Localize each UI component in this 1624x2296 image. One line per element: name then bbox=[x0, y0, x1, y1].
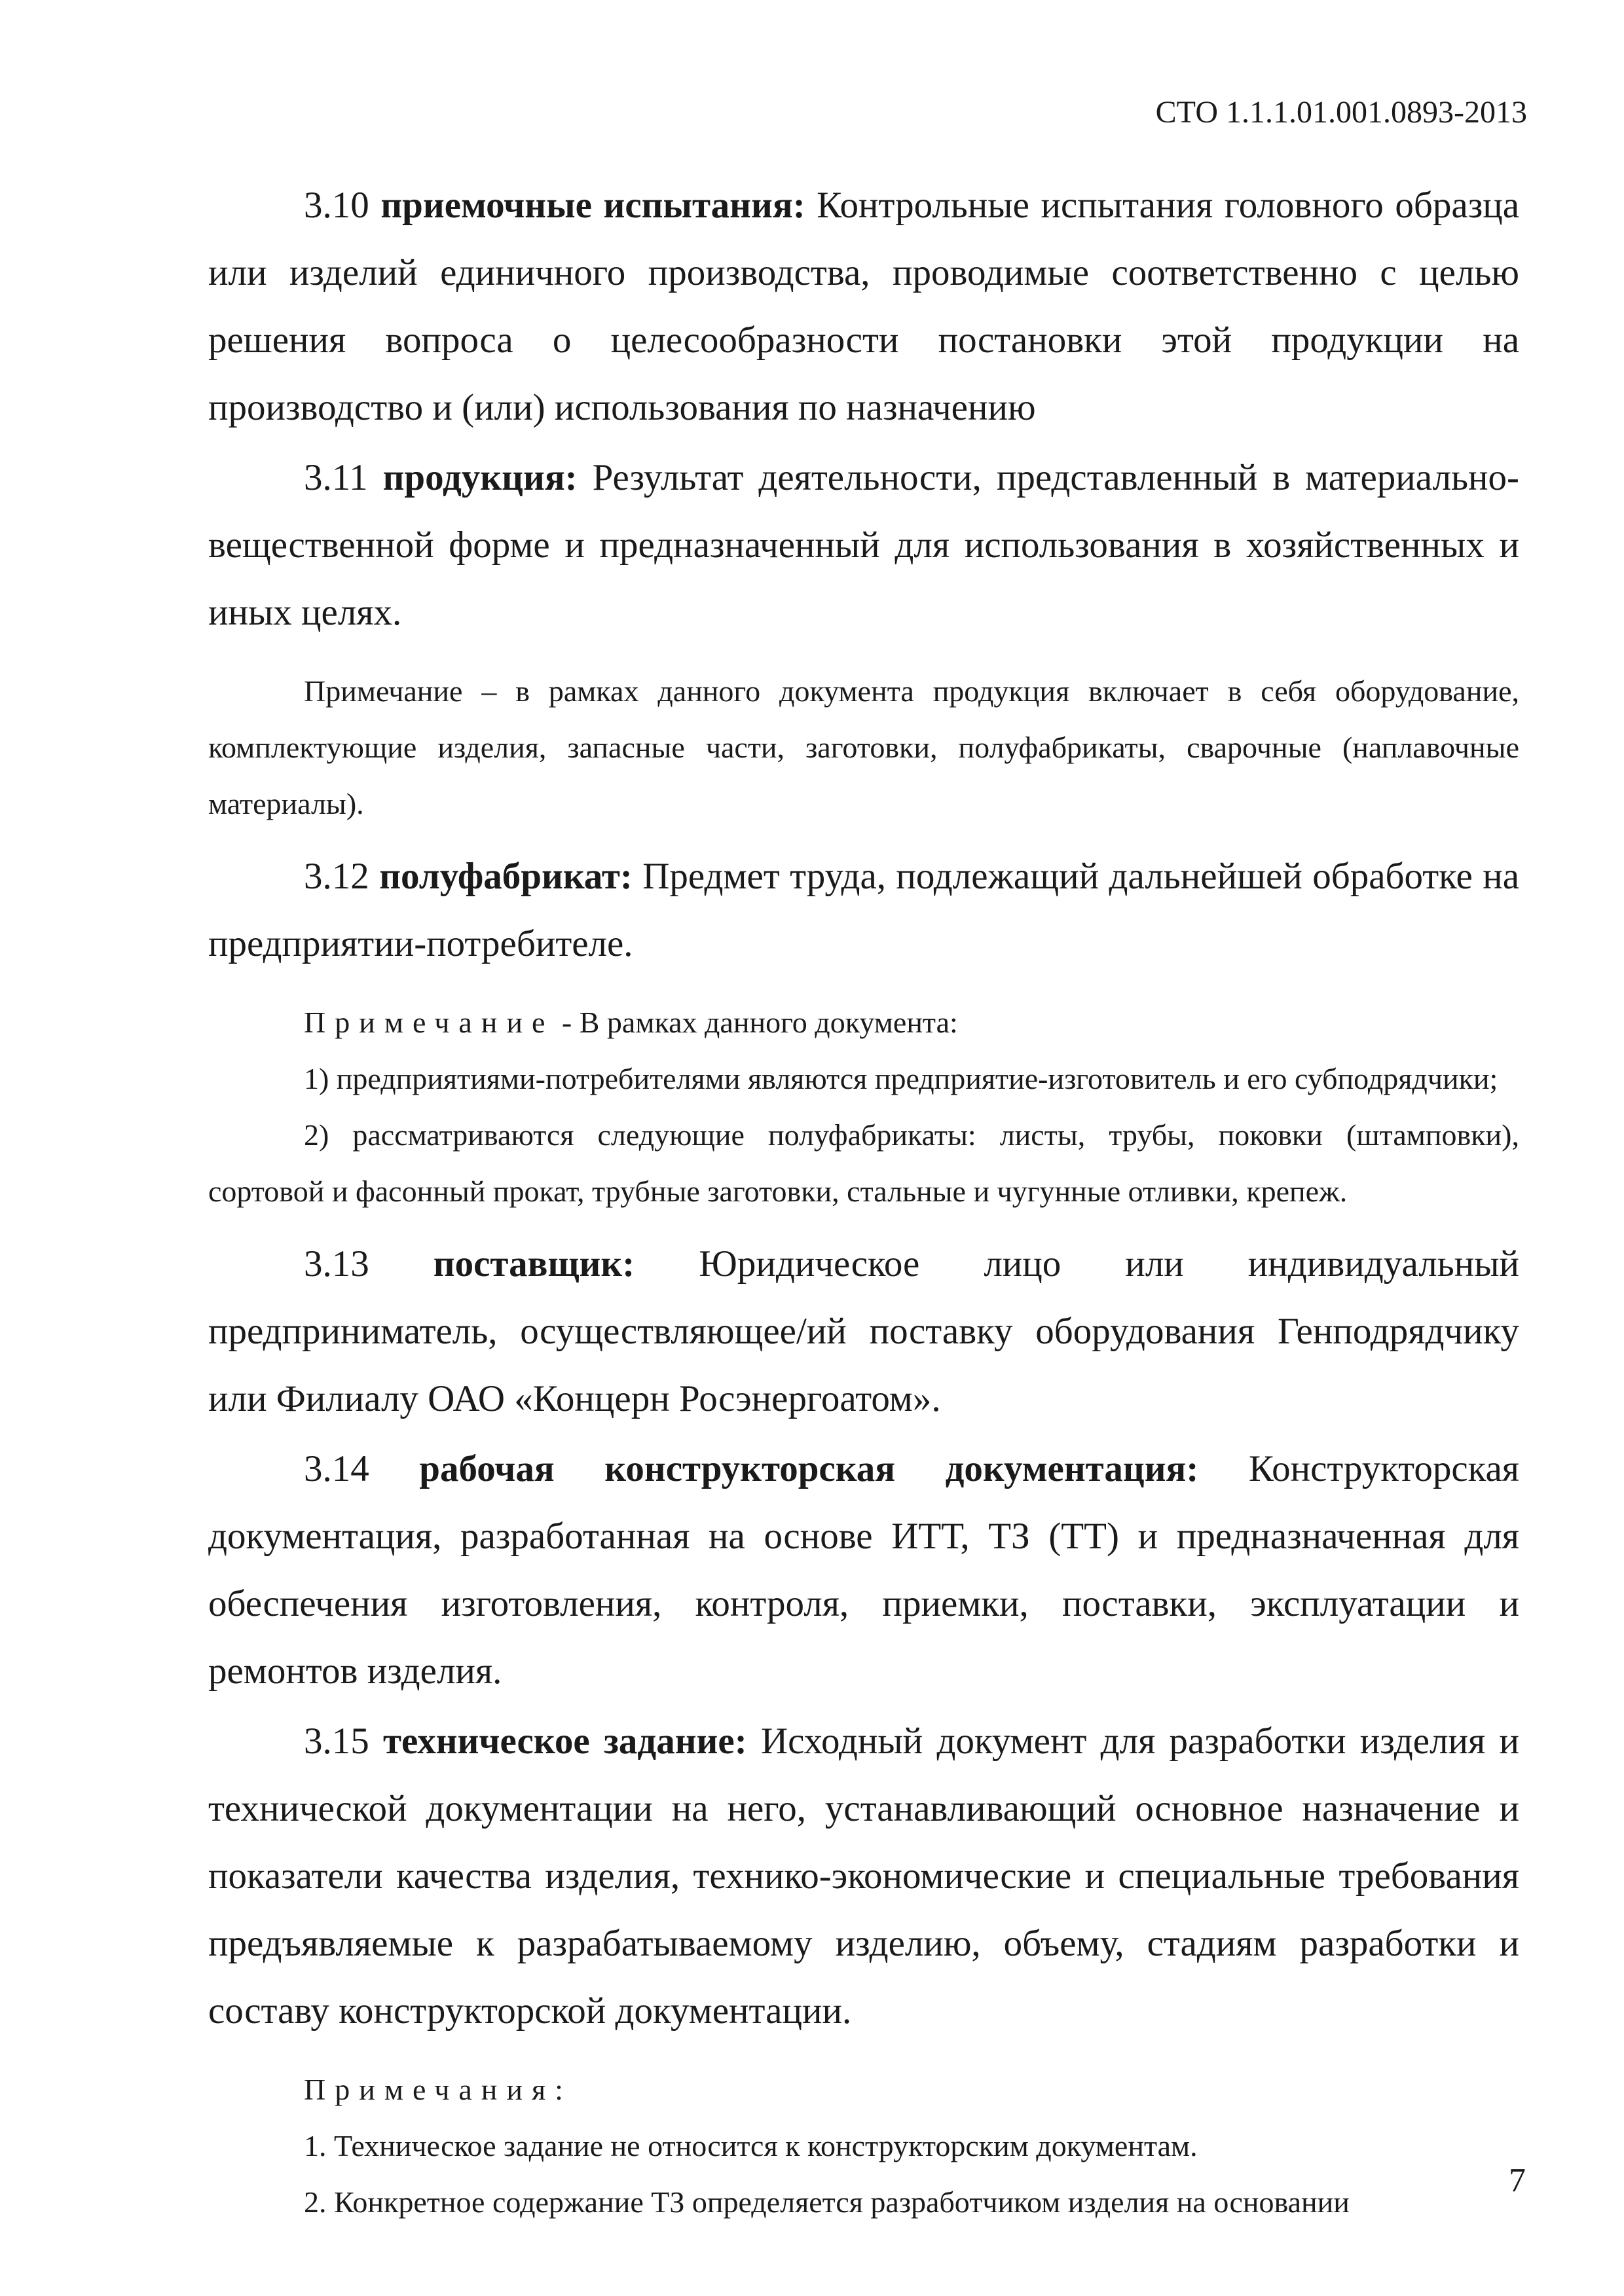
term-name: рабочая конструкторская документация bbox=[419, 1448, 1187, 1489]
term-name: техническое задание bbox=[383, 1721, 735, 1762]
page-content bbox=[208, 172, 1519, 2231]
document-code: СТО 1.1.1.01.001.0893-2013 bbox=[1155, 95, 1527, 130]
term-number: 3.14 bbox=[304, 1448, 369, 1489]
term-3-15: 3.15 техническое задание: Исходный документ для разработки изделия и технической документации на него, устанавливающий основное назначение и показатели качества изделия, технико-экономические и специальные требования предъявляемые к разрабатываемому изделию, объему, стадиям разработки и составу конструкторской документации. bbox=[208, 1721, 1520, 2032]
note-intro: - В рамках данного документа: bbox=[561, 1006, 958, 1039]
term-number: 3.13 bbox=[304, 1243, 369, 1285]
term-3-13: 3.13 поставщик: Юридическое лицо или индивидуальный предприниматель, осуществляющее/ий поставку оборудования Генподрядчику или Филиалу ОАО «Концерн Росэнергоатом». bbox=[208, 1243, 1520, 1419]
note-item: 2. Конкретное содержание ТЗ определяется разработчиком изделия на основании bbox=[304, 2185, 1350, 2219]
term-number: 3.10 bbox=[304, 185, 369, 226]
note-item: 1) предприятиями-потребителями являются предприятие-изготовитель и его субподрядчики; bbox=[304, 1062, 1498, 1095]
note-item: 2) рассматриваются следующие полуфабрикаты: листы, трубы, поковки (штамповки), сортовой и фасонный прокат, трубные заготовки, стальные и чугунные отливки, крепеж. bbox=[208, 1118, 1519, 1208]
note-label: Примечание bbox=[304, 1006, 555, 1039]
term-3-12: 3.12 полуфабрикат: Предмет труда, подлежащий дальнейшей обработке на предприятии-потребителе. bbox=[208, 856, 1519, 964]
note-label: Примечания: bbox=[304, 2073, 572, 2106]
term-definition: Результат деятельности, представленный в материально-вещественной форме и предназначенный для использования в хозяйственных и иных целях. bbox=[208, 457, 1520, 633]
page-number: 7 bbox=[1509, 2162, 1526, 2199]
term-3-10: 3.10 приемочные испытания: Контрольные испытания головного образца или изделий единичного производства, проводимые соответственно с целью решения вопроса о целесообразности постановки этой продукции на производство и (или) использования по назначению bbox=[208, 185, 1520, 428]
term-name: поставщик bbox=[433, 1243, 623, 1285]
term-name: полуфабрикат bbox=[379, 856, 620, 897]
term-definition: Конструкторская документация, разработанная на основе ИТТ, ТЗ (ТТ) и предназначенная для обеспечения изготовления, контроля, приемки, поставки, эксплуатации и ремонтов изделия. bbox=[208, 1448, 1519, 1692]
note-item: 1. Техническое задание не относится к конструкторским документам. bbox=[304, 2129, 1198, 2162]
term-definition: Юридическое лицо или индивидуальный предприниматель, осуществляющее/ий поставку оборудования Генподрядчику или Филиалу ОАО «Концерн Росэнергоатом». bbox=[208, 1243, 1520, 1419]
term-definition: Исходный документ для разработки изделия и технической документации на него, устанавливающий основное назначение и показатели качества изделия, технико-экономические и специальные требования предъявляемые к разрабатываемому изделию, объему, стадиям разработки и составу конструкторской документации. bbox=[208, 1721, 1520, 2032]
note-3-11: Примечание – в рамках данного документа продукция включает в себя оборудование, комплектующие изделия, запасные части, заготовки, полуфабрикаты, сварочные (наплавочные материалы). bbox=[208, 674, 1519, 820]
term-name: приемочные испытания bbox=[380, 185, 793, 226]
term-name: продукция bbox=[382, 457, 565, 498]
term-3-11: 3.11 продукция: Результат деятельности, представленный в материально-вещественной форме и предназначенный для использования в хозяйственных и иных целях. bbox=[208, 457, 1520, 633]
term-number: 3.11 bbox=[304, 457, 368, 498]
term-number: 3.12 bbox=[304, 856, 369, 897]
term-definition: Контрольные испытания головного образца или изделий единичного производства, проводимые соответственно с целью решения вопроса о целесообразности постановки этой продукции на производство и (или) использования по назначению bbox=[208, 185, 1520, 428]
term-3-14: 3.14 рабочая конструкторская документация: Конструкторская документация, разработанная на основе ИТТ, ТЗ (ТТ) и предназначенная для обеспечения изготовления, контроля, приемки, поставки, эксплуатации и ремонтов изделия. bbox=[208, 1448, 1519, 1692]
note-3-15-heading bbox=[208, 2062, 1519, 2118]
term-number: 3.15 bbox=[304, 1721, 369, 1762]
term-definition: Предмет труда, подлежащий дальнейшей обработке на предприятии-потребителе. bbox=[208, 856, 1519, 964]
note-3-12-heading bbox=[208, 994, 1519, 1051]
